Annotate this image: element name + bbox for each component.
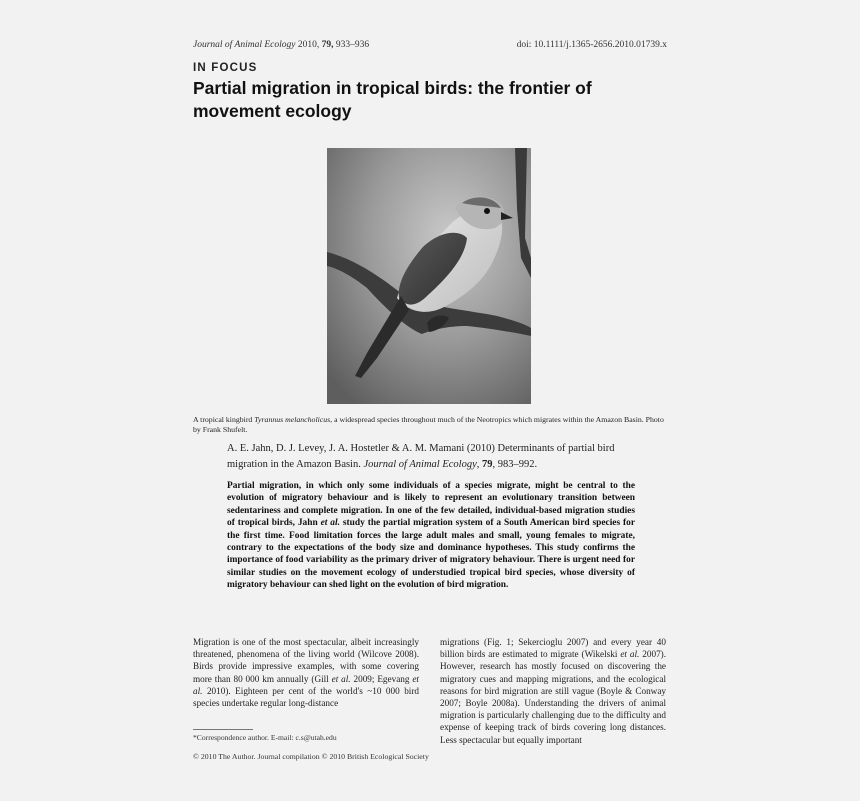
body-column-right	[440, 636, 666, 746]
running-head-journal	[193, 40, 369, 50]
caption-prefix: A tropical kingbird	[193, 415, 253, 424]
journal-year: 2010,	[297, 40, 320, 50]
body-right-etal: et al.	[620, 649, 640, 660]
journal-volume: 79,	[321, 40, 334, 50]
section-label: IN FOCUS	[193, 62, 258, 74]
citation-authors: A. E. Jahn, D. J. Levey, J. A. Hostetler & A. M. Mamani (2010) Determinants of partial bird migration in the Amazon Basin.	[227, 443, 615, 470]
correspondence-footnote: *Correspondence author. E-mail: c.s@utah.edu	[193, 733, 337, 742]
bird-photo	[327, 148, 531, 404]
journal-pages: 933–936	[335, 40, 370, 50]
body-column-left	[193, 636, 419, 709]
citation-pages: , 983–992.	[492, 459, 538, 470]
body-right-text-1: migrations (Fig. 1; Sekercioglu 2007) and every year 40 billion birds are estimated to migrate (Wikelski	[440, 637, 666, 660]
doi[interactable]: doi: 10.1111/j.1365-2656.2010.01739.x	[516, 40, 667, 50]
abstract-part2: study the partial migration system of a South American bird species for the first time. Food limitation forces the large adult males and small, young females to migrate, contrary to the expectations of the body size and dominance hypotheses. This study confirms the importance of food variability as the primary driver of migratory behaviour. There is urgent need for similar studies on the movement ecology of understudied tropical bird species, whose diversity of migratory behaviour can shed light on the evolution of bird migration.	[227, 518, 636, 591]
copyright-line: © 2010 The Author. Journal compilation © 2010 British Ecological Society	[193, 752, 429, 761]
article-title: Partial migration in tropical birds: the frontier of movement ecology	[193, 78, 592, 121]
commentary-citation: A. E. Jahn, D. J. Levey, J. A. Hostetler & A. M. Mamani (2010) Determinants of partial bird migration in the Amazon Basin. Journal of Animal Ecology, 79, 983–992.	[227, 443, 615, 470]
abstract-etal: et al.	[320, 518, 340, 529]
abstract-part1: Partial migration, in which only some individuals of a species migrate, might be central to the evolution of migratory behaviour and is likely to represent an evolutionary transition between sedentariness and complete migration. In one of the few detailed, individual-based migration studies of tropical birds, Jahn	[227, 481, 635, 529]
body-left-etal-1: et al.	[331, 673, 351, 684]
body-left-etal-2: et al.	[193, 673, 419, 696]
body-left-text-3: 2010). Eighteen per cent of the world's ~10 000 bird species undertake regular long-distance	[193, 685, 419, 709]
abstract	[227, 480, 635, 592]
body-right-text-2: 2007). However, research has mostly focused on discovering the migratory cues and mapping migrations, and the ecological reasons for bird migration are still vague (Boyle & Conway 2007; Boyle 2008a). Understanding the drivers of animal migration is particularly challenging due to the difficulty and expense of keeping track of birds covering long distances. Less spectacular but equally important	[440, 649, 667, 745]
body-left-text-2: 2009; Egevang	[353, 673, 410, 684]
citation-volume: 79	[481, 459, 493, 470]
body-left-text-1: Migration is one of the most spectacular, albeit increasingly threatened, phenomena of the living world (Wilcove 2008). Birds provide impressive examples, with some covering more than 80 000 km annually (Gill	[193, 637, 419, 684]
figure-caption	[193, 415, 669, 435]
tropical-kingbird-image	[327, 148, 531, 404]
caption-rest: a widespread species throughout much of the Neotropics which migrates within the Amazon Basin. Photo by Frank Shufelt.	[193, 415, 664, 434]
journal-name: Journal of Animal Ecology	[193, 40, 296, 50]
footnote-divider	[193, 729, 253, 730]
citation-journal: Journal of Animal Ecology	[363, 459, 477, 470]
caption-species: Tyrannus melancholicus,	[254, 415, 333, 424]
